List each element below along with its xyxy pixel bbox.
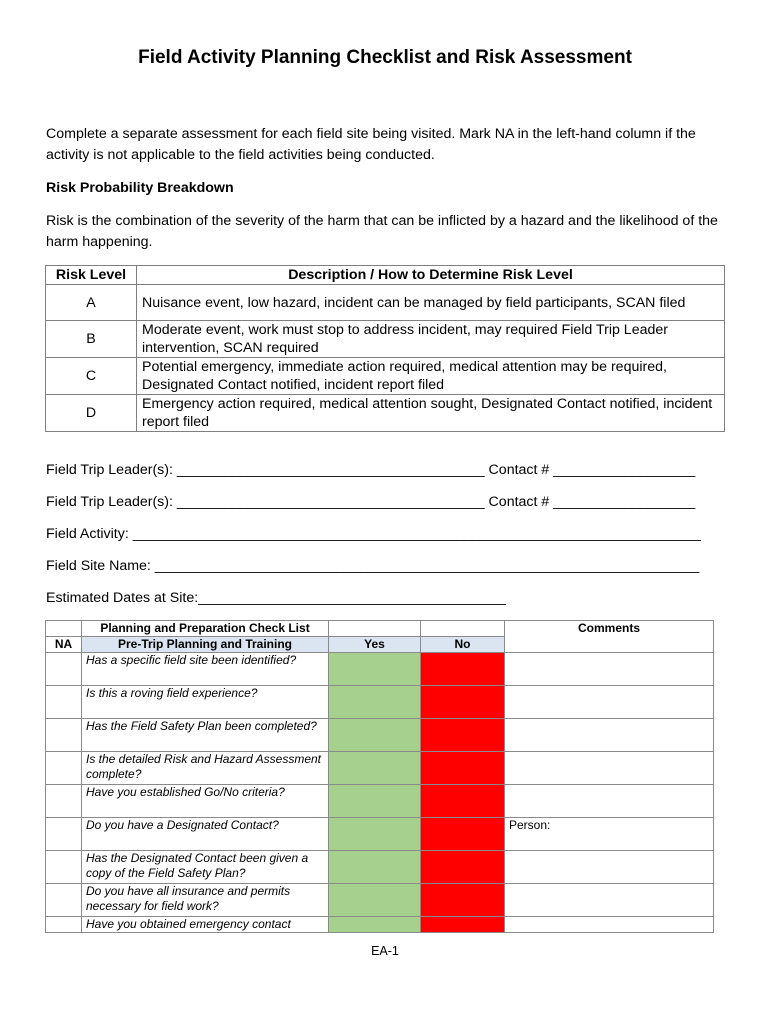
risk-level-header: Risk Level <box>46 266 137 285</box>
yes-cell[interactable] <box>329 686 421 719</box>
risk-row <box>46 321 725 358</box>
checklist-question: Have you obtained emergency contact <box>82 917 329 933</box>
checklist-row <box>46 752 714 785</box>
na-checkbox-cell[interactable] <box>46 686 82 719</box>
risk-desc-header: Description / How to Determine Risk Level <box>137 266 725 285</box>
page-number: EA-1 <box>371 944 399 958</box>
na-blank-cell <box>46 621 82 637</box>
yes-cell[interactable] <box>329 719 421 752</box>
estimated-dates-line[interactable]: Estimated Dates at Site:_______________________________________ <box>46 590 506 606</box>
checklist-question: Do you have all insurance and permits necessary for field work? <box>82 884 329 917</box>
yes-cell[interactable] <box>329 818 421 851</box>
risk-level: B <box>46 321 137 358</box>
yes-cell[interactable] <box>329 653 421 686</box>
checklist-row <box>46 653 714 686</box>
na-checkbox-cell[interactable] <box>46 917 82 933</box>
comment-cell[interactable] <box>505 851 714 884</box>
no-blank-cell <box>421 621 505 637</box>
risk-level-table <box>45 265 725 432</box>
na-header: NA <box>46 637 82 653</box>
na-checkbox-cell[interactable] <box>46 818 82 851</box>
risk-row <box>46 395 725 432</box>
yes-cell[interactable] <box>329 917 421 933</box>
risk-description: Moderate event, work must stop to address incident, may required Field Trip Leader intervention, SCAN required <box>137 321 725 358</box>
checklist-row <box>46 818 714 851</box>
intro-text: Complete a separate assessment for each field site being visited. Mark NA in the left-hand column if the activity is not applicable to the field activities being conducted. <box>46 126 696 163</box>
no-cell[interactable] <box>421 785 505 818</box>
risk-table-header <box>46 266 725 285</box>
no-cell[interactable] <box>421 818 505 851</box>
checklist-question: Is this a roving field experience? <box>82 686 329 719</box>
field-trip-leader-line-1[interactable]: Field Trip Leader(s): _______________________________________ Contact # __________________ <box>46 462 696 478</box>
checklist-row <box>46 785 714 818</box>
field-activity-line[interactable]: Field Activity: ________________________________________________________________________ <box>46 526 701 542</box>
risk-level: A <box>46 285 137 321</box>
checklist-question: Have you established Go/No criteria? <box>82 785 329 818</box>
no-header: No <box>421 637 505 653</box>
yes-cell[interactable] <box>329 752 421 785</box>
comment-cell[interactable] <box>505 719 714 752</box>
no-cell[interactable] <box>421 752 505 785</box>
field-site-name-line[interactable]: Field Site Name: _____________________________________________________________________ <box>46 558 700 574</box>
no-cell[interactable] <box>421 719 505 752</box>
risk-definition: Risk is the combination of the severity of the harm that can be inflicted by a hazard and the likelihood of the harm happening. <box>46 213 718 250</box>
na-checkbox-cell[interactable] <box>46 851 82 884</box>
checklist-question: Has the Field Safety Plan been completed? <box>82 719 329 752</box>
checklist-question: Has a specific field site been identified? <box>82 653 329 686</box>
no-cell[interactable] <box>421 686 505 719</box>
risk-row <box>46 285 725 321</box>
checklist-table <box>45 620 714 933</box>
no-cell[interactable] <box>421 917 505 933</box>
checklist-question: Is the detailed Risk and Hazard Assessment complete? <box>82 752 329 785</box>
checklist-row <box>46 851 714 884</box>
na-checkbox-cell[interactable] <box>46 785 82 818</box>
yes-cell[interactable] <box>329 851 421 884</box>
risk-description: Nuisance event, low hazard, incident can be managed by field participants, SCAN filed <box>137 285 725 321</box>
risk-row <box>46 358 725 395</box>
checklist-title-row <box>46 621 714 637</box>
checklist-row <box>46 884 714 917</box>
yes-cell[interactable] <box>329 785 421 818</box>
na-checkbox-cell[interactable] <box>46 884 82 917</box>
section-header: Pre-Trip Planning and Training <box>82 637 329 653</box>
comment-cell[interactable] <box>505 653 714 686</box>
comments-header: Comments <box>505 621 714 653</box>
comment-cell[interactable] <box>505 686 714 719</box>
checklist-row <box>46 719 714 752</box>
na-checkbox-cell[interactable] <box>46 752 82 785</box>
yes-header: Yes <box>329 637 421 653</box>
no-cell[interactable] <box>421 851 505 884</box>
yes-cell[interactable] <box>329 884 421 917</box>
comment-cell[interactable] <box>505 752 714 785</box>
field-trip-leader-line-2[interactable]: Field Trip Leader(s): _______________________________________ Contact # __________________ <box>46 494 696 510</box>
risk-description: Potential emergency, immediate action required, medical attention may be required, Designated Contact notified, incident report filed <box>137 358 725 395</box>
comment-cell[interactable] <box>505 785 714 818</box>
checklist-row <box>46 917 714 933</box>
checklist-question: Do you have a Designated Contact? <box>82 818 329 851</box>
yes-blank-cell <box>329 621 421 637</box>
no-cell[interactable] <box>421 653 505 686</box>
risk-breakdown-heading: Risk Probability Breakdown <box>46 180 234 196</box>
risk-level: C <box>46 358 137 395</box>
comment-cell[interactable] <box>505 884 714 917</box>
na-checkbox-cell[interactable] <box>46 719 82 752</box>
comment-cell[interactable]: Person: <box>505 818 714 851</box>
risk-description: Emergency action required, medical attention sought, Designated Contact notified, incident report filed <box>137 395 725 432</box>
checklist-title: Planning and Preparation Check List <box>82 621 329 637</box>
checklist-row <box>46 686 714 719</box>
checklist-question: Has the Designated Contact been given a copy of the Field Safety Plan? <box>82 851 329 884</box>
comment-cell[interactable] <box>505 917 714 933</box>
page-title: Field Activity Planning Checklist and Risk Assessment <box>138 47 632 68</box>
no-cell[interactable] <box>421 884 505 917</box>
na-checkbox-cell[interactable] <box>46 653 82 686</box>
risk-level: D <box>46 395 137 432</box>
